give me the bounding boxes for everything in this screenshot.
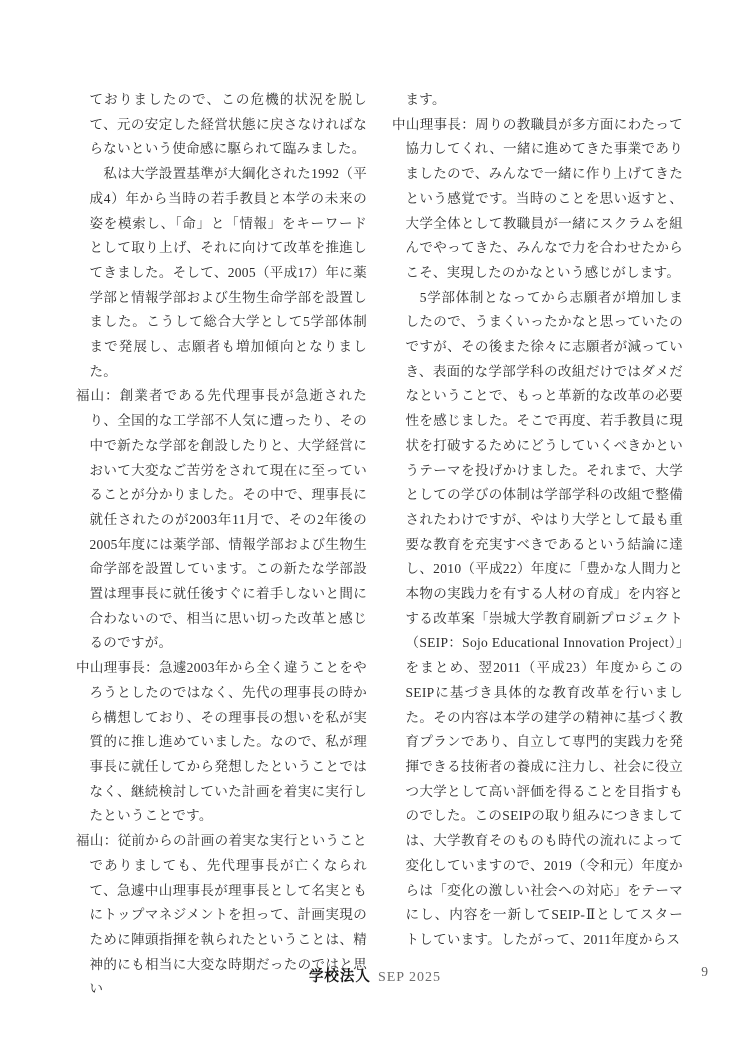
speaker-label: 中山理事長： [392, 116, 476, 132]
footer-brand-logo: 学校法人 [308, 969, 371, 985]
speaker-label: 福山： [76, 833, 118, 849]
dialogue-paragraph: 福山：従前からの計画の着実な実行ということでありましても、先代理事長が亡くなられて、急遽中山理事長が理事長として名実ともにトップマネジメントを担って、計画実現のために陣頭指揮を執られたということは、精神的にも相当に大変な時期だったのではと思い [76, 833, 367, 997]
interview-body [76, 88, 683, 1002]
body-paragraph: 私は大学設置基準が大綱化された1992（平成4）年から当時の若手教員と本学の未来の姿を模索し、「命」と「情報」をキーワードとして取り上げ、それに向けて改革を推進してきました。そして、2005（平成17）年に薬学部と情報学部および生物生命学部を設置しました。こうして総合大学として5学部体制まで発展し、志願者も増加傾向となりました。 [89, 166, 367, 379]
dialogue-paragraph: 5学部体制となってから志願者が増加しましたので、うまくいったかなと思っていたのですが、その後また徐々に志願者が減っていき、表面的な学部学科の改組だけではダメだなということで、もっと革新的な改革の必要性を感じました。そこで再度、若手教員に現状を打破するためにどうしていくべきかというテーマを投げかけました。それまで、大学としての学びの体制は学部学科の改組で整備されたわけですが、やはり大学として最も重要な教育を充実すべきであるという結論に達し、2010（平成22）年度に「豊かな人間力と本物の実践力を有する人材の育成」を内容とする改革案「崇城大学教育刷新プロジェクト（SEIP：Sojo Educational Innovation Project）」をまとめ、翌2011（平成23）年度からこのSEIPに基づき具体的な教育改革を行いました。その内容は本学の建学の精神に基づく教育プランであり、自立して専門的実践力を発揮できる技術者の養成に注力し、社会に役立つ大学として高い評価を得ることを目指すものでした。このSEIPの取り組みにつきましては、大学教育そのものも時代の流れによって変化していますので、2019（令和元）年度からは「変化の激しい社会への対応」をテーマにし、内容を一新してSEIP-Ⅱとしてスタートしています。したがって、2011年度からス [405, 289, 683, 947]
page-number: 9 [701, 964, 708, 979]
speaker-label: 中山理事長： [76, 660, 159, 676]
speaker-label: 福山： [76, 388, 120, 404]
body-paragraph: ます。 [405, 92, 446, 107]
text-column-left [76, 88, 367, 1002]
dialogue-paragraph: 中山理事長：急遽2003年から全く違うことをやろうとしたのではなく、先代の理事長の時から構想しており、その理事長の想いを私が実質的に推し進めていました。なので、私が理事長に就任してから発想したということではなく、継続検討していた計画を着実に実行したということです。 [76, 660, 367, 824]
dialogue-paragraph: 福山：創業者である先代理事長が急逝されたり、全国的な工学部不人気に遭ったり、その中で新たな学部を創設したりと、大学経営において大変なご苦労をされて現在に至っていることが分かりました。その中で、理事長に就任されたのが2003年11月で、その2年後の2005年度には薬学部、情報学部および生物生命学部を設置しています。この新たな学部設置は理事長に就任後すぐに着手しないと間に合わないので、相当に思い切った改革と感じるのですが。 [76, 388, 367, 651]
footer-issue-date: SEP 2025 [377, 970, 442, 985]
dialogue-paragraph: 中山理事長：周りの教職員が多方面にわたって協力してくれ、一緒に進めてきた事業でありましたので、みんなで一緒に作り上げてきたという感覚です。当時のことを思い返すと、大学全体として教職員が一緒にスクラムを組んでやってきた、みんなで力を合わせたからこそ、実現したのかなという感じがします。 [392, 116, 683, 280]
body-paragraph: ておりましたので、この危機的状況を脱して、元の安定した経営状態に戻さなければならないという使命感に駆られて臨みました。 [89, 92, 367, 157]
footer [0, 965, 750, 986]
text-column-right [392, 88, 683, 1002]
